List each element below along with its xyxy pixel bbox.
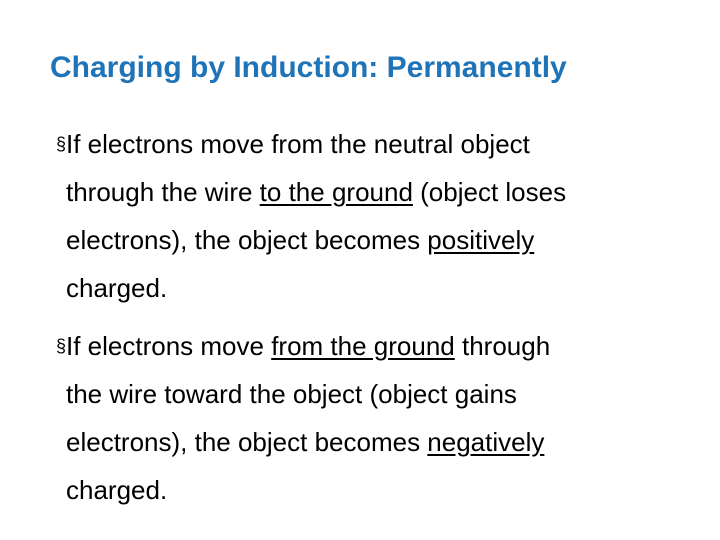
text-segment: (object loses bbox=[412, 177, 567, 207]
bullet-2-line-3 bbox=[66, 418, 706, 466]
square-bullet-icon: § bbox=[56, 134, 67, 154]
underlined-phrase: to the ground bbox=[259, 177, 413, 207]
square-bullet-icon: § bbox=[56, 336, 67, 356]
bullet-item-2 bbox=[56, 322, 706, 514]
text-segment: electrons), the object becomes bbox=[66, 427, 428, 457]
bullet-1-line-4: charged. bbox=[66, 273, 168, 303]
text-segment: through bbox=[454, 331, 551, 361]
bullet-1-line-1: If electrons move from the neutral object bbox=[66, 129, 530, 159]
bullet-item-1 bbox=[56, 120, 706, 312]
slide-title: Charging by Induction: Permanently bbox=[50, 51, 567, 84]
bullet-2-line-1 bbox=[66, 322, 706, 370]
underlined-phrase: positively bbox=[427, 225, 535, 255]
bullet-2-line-2: the wire toward the object (object gains bbox=[66, 379, 517, 409]
bullet-1-line-3 bbox=[66, 216, 706, 264]
text-segment: If electrons move bbox=[66, 331, 272, 361]
text-segment: through the wire bbox=[66, 177, 260, 207]
bullet-1-line-2 bbox=[66, 168, 706, 216]
underlined-phrase: negatively bbox=[427, 427, 545, 457]
bullet-list bbox=[56, 120, 706, 514]
text-segment: electrons), the object becomes bbox=[66, 225, 428, 255]
underlined-phrase: from the ground bbox=[271, 331, 455, 361]
bullet-2-line-4: charged. bbox=[66, 475, 168, 505]
